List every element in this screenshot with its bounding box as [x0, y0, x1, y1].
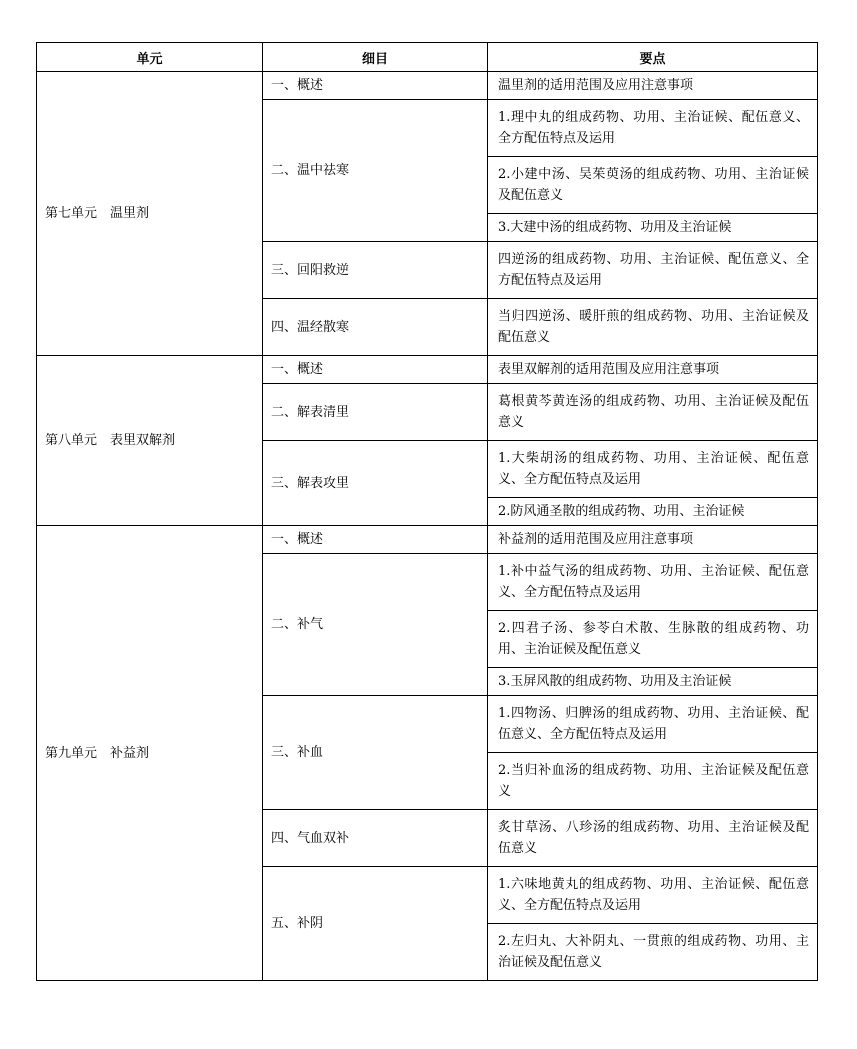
- point-cell: 1.四物汤、归脾汤的组成药物、功用、主治证候、配伍意义、全方配伍特点及运用: [488, 696, 818, 753]
- point-cell: 表里双解剂的适用范围及应用注意事项: [488, 356, 818, 384]
- table-row: [37, 526, 818, 554]
- table-row: [37, 356, 818, 384]
- point-cell: 1.理中丸的组成药物、功用、主治证候、配伍意义、全方配伍特点及运用: [488, 100, 818, 157]
- point-cell: 1.补中益气汤的组成药物、功用、主治证候、配伍意义、全方配伍特点及运用: [488, 554, 818, 611]
- point-cell: 2.防风通圣散的组成药物、功用、主治证候: [488, 498, 818, 526]
- table-row: [37, 72, 818, 100]
- point-cell: 2.左归丸、大补阴丸、一贯煎的组成药物、功用、主治证候及配伍意义: [488, 924, 818, 981]
- header-row: [37, 43, 818, 72]
- point-cell: 炙甘草汤、八珍汤的组成药物、功用、主治证候及配伍意义: [488, 810, 818, 867]
- item-cell: 四、温经散寒: [263, 299, 488, 356]
- point-cell: 2.小建中汤、吴茱萸汤的组成药物、功用、主治证候及配伍意义: [488, 157, 818, 214]
- item-cell: 二、补气: [263, 554, 488, 696]
- header-item: 细目: [263, 43, 488, 72]
- unit-cell: 第七单元 温里剂: [37, 72, 263, 356]
- item-cell: 三、回阳救逆: [263, 242, 488, 299]
- point-cell: 1.六味地黄丸的组成药物、功用、主治证候、配伍意义、全方配伍特点及运用: [488, 867, 818, 924]
- unit-cell: 第九单元 补益剂: [37, 526, 263, 981]
- point-cell: 2.当归补血汤的组成药物、功用、主治证候及配伍意义: [488, 753, 818, 810]
- item-cell: 一、概述: [263, 72, 488, 100]
- point-cell: 补益剂的适用范围及应用注意事项: [488, 526, 818, 554]
- item-cell: 四、气血双补: [263, 810, 488, 867]
- point-cell: 葛根黄芩黄连汤的组成药物、功用、主治证候及配伍意义: [488, 384, 818, 441]
- item-cell: 三、解表攻里: [263, 441, 488, 526]
- point-cell: 3.大建中汤的组成药物、功用及主治证候: [488, 214, 818, 242]
- syllabus-table-container: [36, 42, 817, 981]
- point-cell: 四逆汤的组成药物、功用、主治证候、配伍意义、全方配伍特点及运用: [488, 242, 818, 299]
- header-point: 要点: [488, 43, 818, 72]
- item-cell: 五、补阴: [263, 867, 488, 981]
- unit-cell: 第八单元 表里双解剂: [37, 356, 263, 526]
- item-cell: 一、概述: [263, 356, 488, 384]
- point-cell: 温里剂的适用范围及应用注意事项: [488, 72, 818, 100]
- point-cell: 3.玉屏风散的组成药物、功用及主治证候: [488, 668, 818, 696]
- point-cell: 当归四逆汤、暖肝煎的组成药物、功用、主治证候及配伍意义: [488, 299, 818, 356]
- point-cell: 1.大柴胡汤的组成药物、功用、主治证候、配伍意义、全方配伍特点及运用: [488, 441, 818, 498]
- item-cell: 二、解表清里: [263, 384, 488, 441]
- point-cell: 2.四君子汤、参苓白术散、生脉散的组成药物、功用、主治证候及配伍意义: [488, 611, 818, 668]
- syllabus-table: [36, 42, 818, 981]
- item-cell: 三、补血: [263, 696, 488, 810]
- header-unit: 单元: [37, 43, 263, 72]
- item-cell: 一、概述: [263, 526, 488, 554]
- item-cell: 二、温中祛寒: [263, 100, 488, 242]
